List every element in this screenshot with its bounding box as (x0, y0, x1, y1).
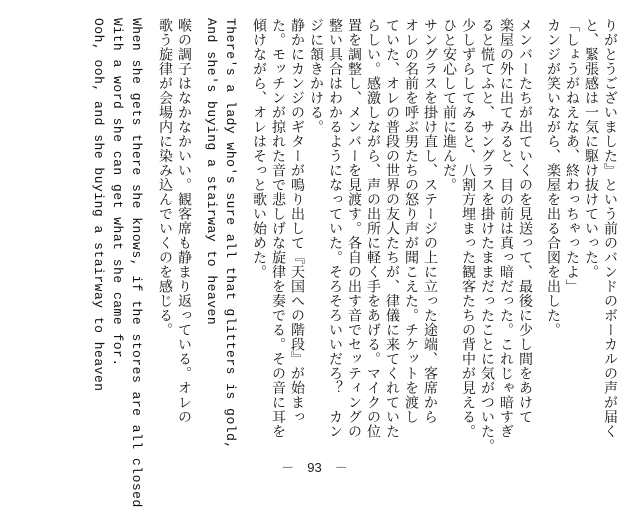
lyrics-block-1 (202, 18, 240, 448)
text-line: と、緊張感は一気に駆け抜けていった。 (583, 18, 599, 279)
text-line: りがとうございました』という前のバンドのボーカルの声が届く (602, 18, 618, 439)
text-line: メンバーたちが出ていくのを見送って、最後に少し間をあけて (517, 18, 533, 424)
text-line: 楽屋の外に出てみると、目の前は真っ暗だった。これじゃ暗すぎ (498, 18, 514, 439)
paragraph-spacer (534, 18, 543, 448)
lyric-line: With a word she can get what she came for. (110, 18, 125, 367)
paragraph-spacer (146, 18, 155, 448)
paragraph-spacer (240, 18, 249, 448)
text-line: らしい。感激しながら、声の出所に軽く手をあげる。マイクの位 (365, 18, 381, 439)
paragraph-4 (249, 18, 306, 448)
text-line: ひと安心して前に進んだ。 (441, 18, 457, 192)
page-number: － 93 － (281, 460, 348, 475)
lyrics-block-2 (89, 18, 146, 508)
text-line: 「しょうがねえなあ、終わっちゃったよ」 (564, 18, 580, 294)
lyric-line: Ooh, ooh, and she buying a stairway to heaven (91, 18, 106, 392)
text-line: 少しずらしてみると、八割方埋まった観客たちの背中が見える。 (460, 18, 476, 439)
text-line: 静かにカンジのギターが鳴り出して『天国への階段』が始まっ (289, 18, 305, 424)
paragraph-2 (439, 18, 534, 453)
text-line: 置を調整し、メンバーを見渡す。各自の出す音でセッティングの (346, 18, 362, 439)
text-line: ると慌てふと、サングラスを掛けたままだったことに気がついた。 (479, 18, 495, 453)
text-line: 喉の調子はなかなかいい。観客席も静まり返っている。オレの (176, 18, 192, 424)
text-line: カンジが笑いながら、楽屋を出る合図を出した。 (545, 18, 561, 337)
paragraph-1 (543, 18, 619, 448)
lyric-line: When she gets there she knows, if the stores are all closed (129, 18, 144, 508)
text-line: 整い具合はわかるようになっていた。そろそろいいだろ？ カン (327, 18, 343, 439)
text-line: ていた、オレの普段の世界の友人たちが、律儀に来てくれていた (384, 18, 400, 439)
paragraph-5 (155, 18, 193, 448)
lyric-line: There's a lady who's sure all that glitters is gold, (223, 18, 238, 450)
text-line: た。モッチンが掠れた音で悲しげな旋律を奏でる。その音に耳を (270, 18, 286, 439)
paragraph-3 (306, 18, 439, 448)
text-line: サングラスを掛け直し、ステージの上に立った途端、客席から (422, 18, 438, 424)
text-line: 歌う旋律が会場内に染み込んでいくのを感じる。 (157, 18, 173, 337)
text-line: 傾けながら、オレはそっと歌い始めた。 (251, 18, 267, 279)
text-line: ジに頷きかける。 (308, 18, 324, 134)
text-line: オレの名前を呼ぶ男たちの怒り声が聞こえた。チケットを渡し (403, 18, 419, 424)
lyric-line: And she's buying a stairway to heaven (204, 18, 219, 326)
paragraph-spacer (193, 18, 202, 448)
